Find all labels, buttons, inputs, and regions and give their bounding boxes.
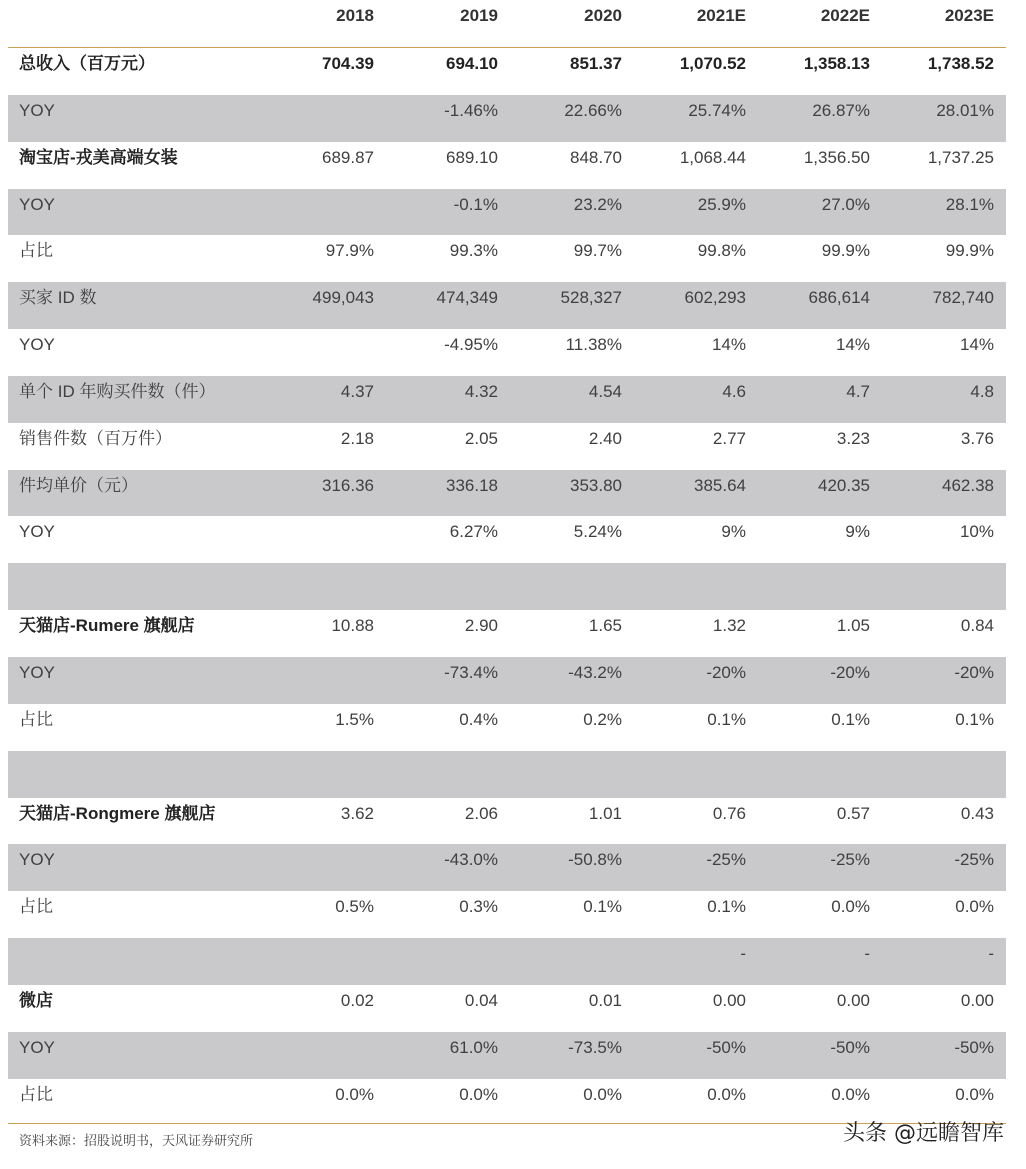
- header-year: 2023E: [944, 6, 994, 25]
- row-value: -: [864, 944, 870, 964]
- row-value: [496, 563, 622, 595]
- row-value: 0.4%: [459, 709, 498, 729]
- row-value: 61.0%: [449, 1037, 498, 1057]
- row-value: 1,738.52: [927, 54, 994, 73]
- row-value: 848.70: [570, 147, 622, 167]
- row-value: 0.3%: [459, 897, 498, 917]
- row-value: 1.05: [836, 616, 870, 636]
- table-row: [8, 938, 1006, 985]
- row-value: 0.0%: [707, 1084, 746, 1104]
- row-label: 占比: [19, 897, 53, 917]
- row-label: YOY: [19, 522, 55, 542]
- row-value: -20%: [830, 662, 870, 682]
- row-value: -: [740, 944, 746, 964]
- row-value: 0.5%: [335, 897, 374, 917]
- table-row: [8, 610, 1006, 657]
- row-value: 4.32: [464, 381, 498, 401]
- row-value: 1.5%: [335, 709, 374, 729]
- table-row: [8, 704, 1006, 751]
- row-value: [248, 844, 374, 876]
- row-value: 99.9%: [821, 241, 870, 261]
- row-value: -20%: [706, 662, 746, 682]
- row-label: YOY: [19, 850, 55, 870]
- table-row: [8, 563, 1006, 610]
- row-value: 499,043: [312, 288, 374, 308]
- header-year: 2019: [460, 6, 498, 25]
- row-value: -0.1%: [453, 194, 498, 214]
- row-value: 3.76: [960, 428, 994, 448]
- row-value: -20%: [954, 662, 994, 682]
- row-value: 528,327: [560, 288, 622, 308]
- table-row: [8, 798, 1006, 845]
- row-label: YOY: [19, 335, 55, 355]
- financial-table: [8, 48, 1006, 1125]
- table-row: [8, 985, 1006, 1032]
- row-value: [372, 938, 498, 970]
- row-value: 336.18: [446, 475, 498, 495]
- row-value: -73.5%: [568, 1037, 622, 1057]
- table-row: [8, 376, 1006, 423]
- row-value: 23.2%: [573, 194, 622, 214]
- row-value: -50.8%: [568, 850, 622, 870]
- row-value: 1,356.50: [803, 147, 870, 167]
- header-year: 2018: [336, 6, 374, 25]
- row-value: 0.0%: [955, 897, 994, 917]
- row-value: [620, 751, 746, 783]
- row-value: 2.77: [712, 428, 746, 448]
- row-value: 0.0%: [583, 1084, 622, 1104]
- table-row: [8, 516, 1006, 563]
- table-row: [8, 48, 1006, 95]
- table-header: [8, 0, 1006, 48]
- header-year: 2020: [584, 6, 622, 25]
- row-value: 10.88: [331, 616, 374, 636]
- row-value: 0.1%: [707, 897, 746, 917]
- row-value: 0.02: [340, 990, 374, 1010]
- row-value: 25.9%: [697, 194, 746, 214]
- row-value: [496, 938, 622, 970]
- row-value: 0.0%: [831, 897, 870, 917]
- row-value: 97.9%: [325, 241, 374, 261]
- row-value: [248, 563, 374, 595]
- row-value: 99.9%: [945, 241, 994, 261]
- row-value: 3.23: [836, 428, 870, 448]
- row-value: -1.46%: [444, 100, 498, 120]
- row-value: 2.18: [340, 428, 374, 448]
- row-label: YOY: [19, 194, 55, 214]
- row-value: [248, 1032, 374, 1064]
- row-value: 1,070.52: [679, 54, 746, 73]
- row-value: 9%: [845, 522, 870, 542]
- row-value: 2.06: [464, 803, 498, 823]
- watermark: 头条 @远瞻智库: [843, 1121, 1004, 1146]
- row-value: 1,358.13: [803, 54, 870, 73]
- row-value: 0.1%: [707, 709, 746, 729]
- row-value: 27.0%: [821, 194, 870, 214]
- row-value: 2.90: [464, 616, 498, 636]
- row-value: [372, 751, 498, 783]
- row-value: 689.10: [446, 147, 498, 167]
- table-row: [8, 282, 1006, 329]
- row-value: [248, 189, 374, 221]
- row-value: [744, 563, 870, 595]
- row-value: 0.04: [464, 990, 498, 1010]
- row-value: -50%: [830, 1037, 870, 1057]
- row-label: 占比: [19, 241, 53, 261]
- row-value: -50%: [954, 1037, 994, 1057]
- row-value: 2.40: [588, 428, 622, 448]
- row-value: 14%: [959, 335, 994, 355]
- table-row: [8, 470, 1006, 517]
- table-row: [8, 189, 1006, 236]
- row-label: YOY: [19, 100, 55, 120]
- row-label: 淘宝店-戎美高端女装: [19, 147, 178, 167]
- row-value: 4.37: [340, 381, 374, 401]
- row-label: 销售件数（百万件）: [19, 428, 172, 448]
- row-value: [868, 563, 994, 595]
- row-value: [248, 657, 374, 689]
- row-value: [496, 751, 622, 783]
- table-row: [8, 657, 1006, 704]
- row-label: YOY: [19, 662, 55, 682]
- header-year: 2022E: [820, 6, 870, 25]
- row-value: 5.24%: [573, 522, 622, 542]
- row-value: -: [988, 944, 994, 964]
- row-value: 0.01: [588, 990, 622, 1010]
- row-value: 782,740: [932, 288, 994, 308]
- row-value: 851.37: [570, 54, 622, 73]
- row-value: 0.76: [712, 803, 746, 823]
- row-value: 0.2%: [583, 709, 622, 729]
- row-value: [248, 516, 374, 548]
- row-label: 总收入（百万元）: [19, 54, 155, 73]
- row-label: 占比: [19, 709, 53, 729]
- row-value: 99.7%: [573, 241, 622, 261]
- row-value: 28.1%: [945, 194, 994, 214]
- row-value: [372, 563, 498, 595]
- row-value: 14%: [835, 335, 870, 355]
- row-value: 25.74%: [688, 100, 746, 120]
- row-value: 4.8: [970, 381, 994, 401]
- table-row: [8, 329, 1006, 376]
- row-value: 4.54: [588, 381, 622, 401]
- row-value: 0.84: [960, 616, 994, 636]
- row-value: 4.6: [722, 381, 746, 401]
- row-value: 602,293: [684, 288, 746, 308]
- row-label: 天猫店-Rongmere 旗舰店: [19, 803, 216, 823]
- row-value: 1.65: [588, 616, 622, 636]
- row-value: 0.0%: [831, 1084, 870, 1104]
- row-value: [248, 329, 374, 361]
- row-value: 420.35: [818, 475, 870, 495]
- row-value: 0.00: [960, 990, 994, 1010]
- row-value: 0.57: [836, 803, 870, 823]
- row-value: 4.7: [846, 381, 870, 401]
- table-row: [8, 751, 1006, 798]
- table-row: [8, 95, 1006, 142]
- table-row: [8, 844, 1006, 891]
- table-row: [8, 1032, 1006, 1079]
- row-value: 0.0%: [955, 1084, 994, 1104]
- row-value: [744, 751, 870, 783]
- row-value: 385.64: [694, 475, 746, 495]
- row-value: 22.66%: [564, 100, 622, 120]
- table-row: [8, 891, 1006, 938]
- row-value: -43.0%: [444, 850, 498, 870]
- row-value: [620, 563, 746, 595]
- row-value: -43.2%: [568, 662, 622, 682]
- row-value: 1.01: [588, 803, 622, 823]
- row-value: -25%: [706, 850, 746, 870]
- header-year: 2021E: [696, 6, 746, 25]
- row-value: 2.05: [464, 428, 498, 448]
- row-value: 0.1%: [955, 709, 994, 729]
- row-value: -25%: [830, 850, 870, 870]
- row-value: 99.3%: [449, 241, 498, 261]
- row-label: YOY: [19, 1037, 55, 1057]
- row-value: 1,737.25: [927, 147, 994, 167]
- row-value: [248, 751, 374, 783]
- row-label: 微店: [19, 990, 53, 1010]
- row-value: 0.0%: [459, 1084, 498, 1104]
- row-value: -25%: [954, 850, 994, 870]
- row-value: 474,349: [436, 288, 498, 308]
- row-value: 353.80: [570, 475, 622, 495]
- table-row: [8, 142, 1006, 189]
- row-value: 28.01%: [936, 100, 994, 120]
- row-value: 0.43: [960, 803, 994, 823]
- row-value: 316.36: [322, 475, 374, 495]
- row-label: 买家 ID 数: [19, 288, 97, 308]
- row-value: -73.4%: [444, 662, 498, 682]
- row-value: -50%: [706, 1037, 746, 1057]
- row-value: 1.32: [712, 616, 746, 636]
- row-value: 0.00: [712, 990, 746, 1010]
- row-value: 1,068.44: [679, 147, 746, 167]
- table-row: [8, 423, 1006, 470]
- row-value: 462.38: [942, 475, 994, 495]
- row-value: 3.62: [340, 803, 374, 823]
- row-value: 14%: [711, 335, 746, 355]
- row-label: 天猫店-Rumere 旗舰店: [19, 616, 195, 636]
- row-value: 0.00: [836, 990, 870, 1010]
- row-value: [248, 95, 374, 127]
- row-label: 占比: [19, 1084, 53, 1104]
- row-value: 704.39: [322, 54, 374, 73]
- row-value: 689.87: [322, 147, 374, 167]
- row-value: 10%: [959, 522, 994, 542]
- row-value: 6.27%: [449, 522, 498, 542]
- row-value: 26.87%: [812, 100, 870, 120]
- row-value: 686,614: [808, 288, 870, 308]
- row-value: 99.8%: [697, 241, 746, 261]
- table-row: [8, 235, 1006, 282]
- row-value: 0.0%: [335, 1084, 374, 1104]
- row-value: -4.95%: [444, 335, 498, 355]
- row-value: 0.1%: [583, 897, 622, 917]
- row-label: 单个 ID 年购买件数（件）: [19, 381, 216, 401]
- source-note: 资料来源：招股说明书，天风证券研究所: [19, 1133, 254, 1148]
- row-value: 11.38%: [565, 335, 622, 355]
- row-value: [248, 938, 374, 970]
- row-label: 件均单价（元）: [19, 475, 138, 495]
- row-value: [868, 751, 994, 783]
- row-value: 694.10: [446, 54, 498, 73]
- row-value: 9%: [721, 522, 746, 542]
- row-value: 0.1%: [831, 709, 870, 729]
